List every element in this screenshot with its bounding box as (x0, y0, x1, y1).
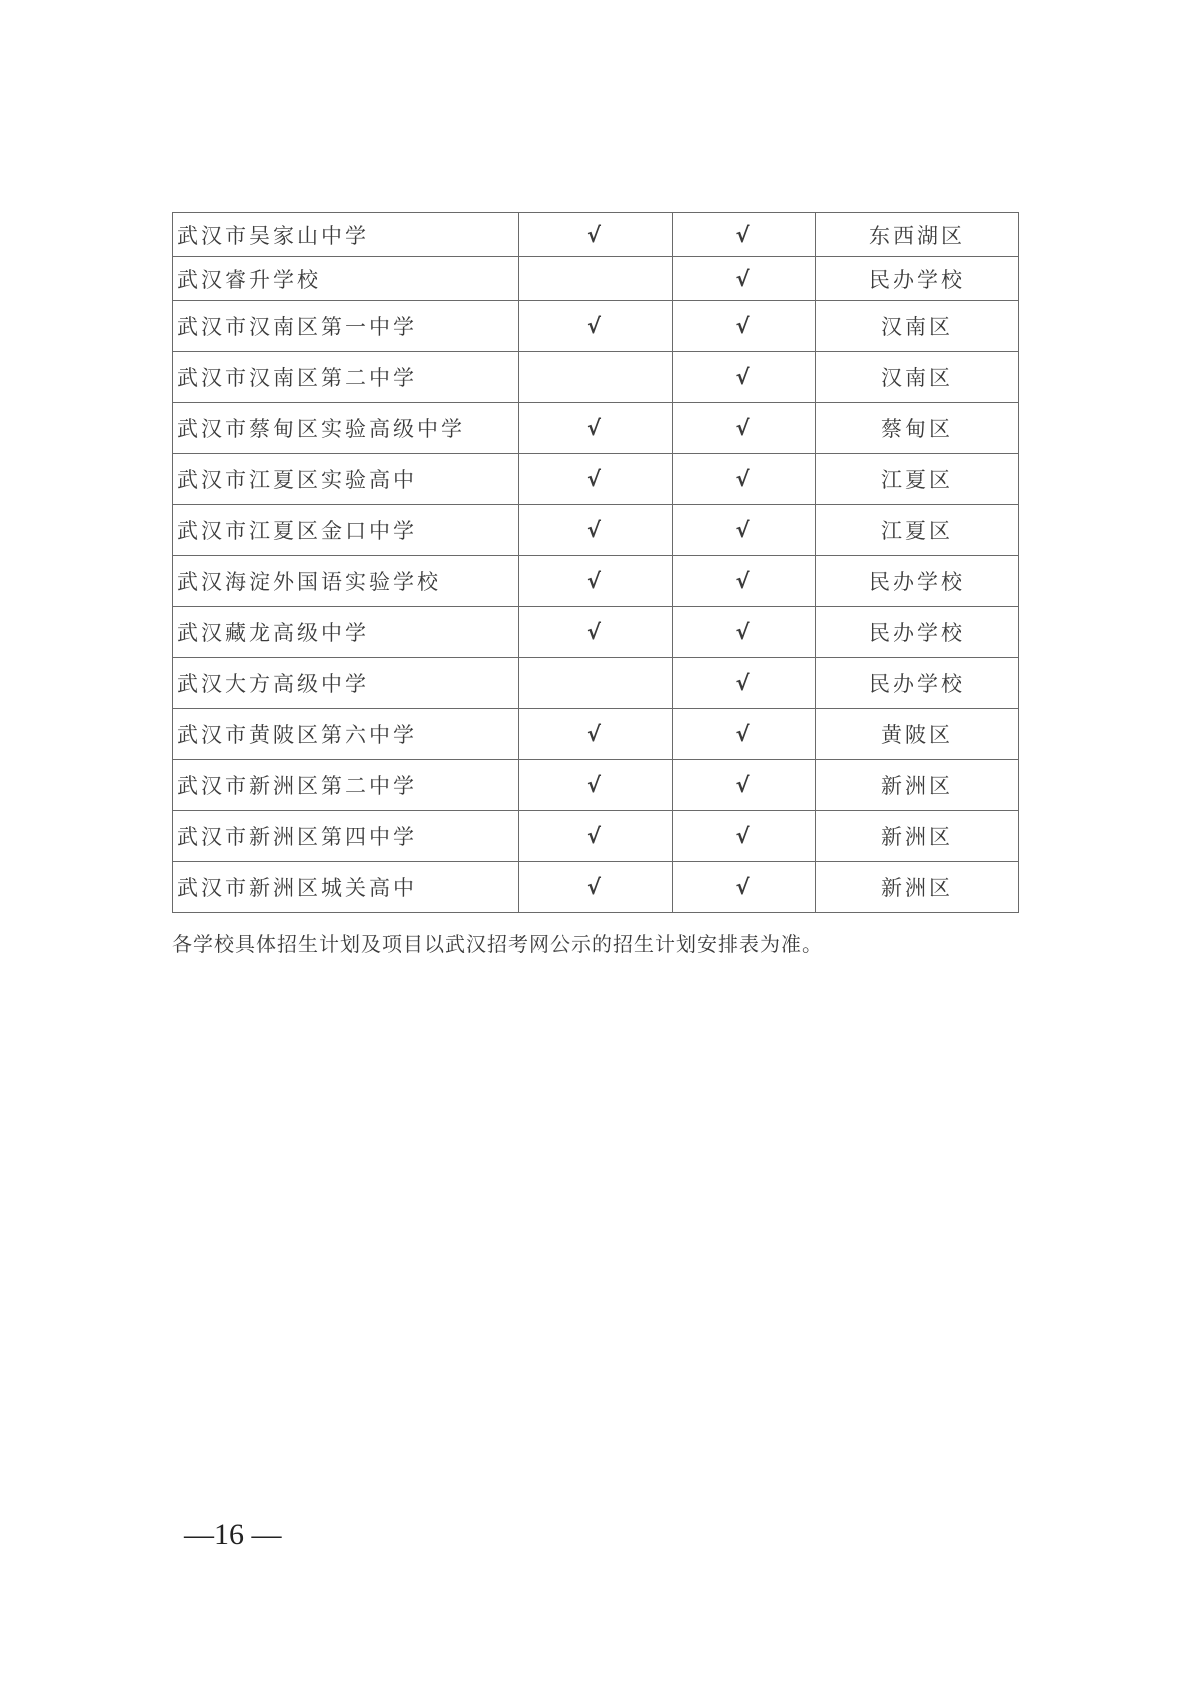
table-row (173, 403, 1019, 454)
table-row (173, 709, 1019, 760)
district-cell: 蔡甸区 (816, 403, 1019, 454)
check-mark-cell: √ (673, 257, 816, 301)
school-name-cell: 武汉市汉南区第一中学 (173, 301, 519, 352)
check-mark-cell: √ (673, 213, 816, 257)
district-cell: 新洲区 (816, 760, 1019, 811)
check-mark-cell: √ (519, 454, 673, 505)
school-name-cell: 武汉市江夏区实验高中 (173, 454, 519, 505)
district-cell: 江夏区 (816, 454, 1019, 505)
school-name-cell: 武汉海淀外国语实验学校 (173, 556, 519, 607)
table-row (173, 213, 1019, 257)
district-cell: 民办学校 (816, 607, 1019, 658)
check-mark-cell (519, 352, 673, 403)
table-row (173, 257, 1019, 301)
district-cell: 新洲区 (816, 862, 1019, 913)
check-mark-cell: √ (673, 658, 816, 709)
district-cell: 东西湖区 (816, 213, 1019, 257)
page-number: —16 — (184, 1518, 282, 1551)
check-mark-cell: √ (519, 213, 673, 257)
district-cell: 汉南区 (816, 301, 1019, 352)
check-mark-cell: √ (519, 760, 673, 811)
check-mark-cell: √ (673, 862, 816, 913)
check-mark-cell: √ (673, 556, 816, 607)
table-row (173, 352, 1019, 403)
check-mark-cell: √ (673, 403, 816, 454)
school-name-cell: 武汉市吴家山中学 (173, 213, 519, 257)
check-mark-cell: √ (519, 811, 673, 862)
table-row (173, 301, 1019, 352)
table-footnote: 各学校具体招生计划及项目以武汉招考网公示的招生计划安排表为准。 (172, 932, 823, 956)
check-mark-cell: √ (673, 352, 816, 403)
check-mark-cell: √ (519, 301, 673, 352)
check-mark-cell: √ (673, 709, 816, 760)
district-cell: 民办学校 (816, 556, 1019, 607)
check-mark-cell: √ (519, 556, 673, 607)
school-name-cell: 武汉睿升学校 (173, 257, 519, 301)
table-row (173, 556, 1019, 607)
check-mark-cell: √ (673, 760, 816, 811)
check-mark-cell: √ (673, 505, 816, 556)
table-row (173, 454, 1019, 505)
check-mark-cell: √ (673, 811, 816, 862)
check-mark-cell: √ (673, 607, 816, 658)
school-name-cell: 武汉市江夏区金口中学 (173, 505, 519, 556)
table-row (173, 862, 1019, 913)
table-row (173, 505, 1019, 556)
check-mark-cell: √ (673, 454, 816, 505)
school-name-cell: 武汉市汉南区第二中学 (173, 352, 519, 403)
school-name-cell: 武汉市新洲区城关高中 (173, 862, 519, 913)
school-name-cell: 武汉大方高级中学 (173, 658, 519, 709)
district-cell: 汉南区 (816, 352, 1019, 403)
school-name-cell: 武汉市蔡甸区实验高级中学 (173, 403, 519, 454)
school-name-cell: 武汉市黄陂区第六中学 (173, 709, 519, 760)
district-cell: 新洲区 (816, 811, 1019, 862)
district-cell: 民办学校 (816, 658, 1019, 709)
check-mark-cell (519, 257, 673, 301)
check-mark-cell: √ (519, 709, 673, 760)
check-mark-cell (519, 658, 673, 709)
check-mark-cell: √ (673, 301, 816, 352)
school-name-cell: 武汉市新洲区第二中学 (173, 760, 519, 811)
school-name-cell: 武汉市新洲区第四中学 (173, 811, 519, 862)
check-mark-cell: √ (519, 862, 673, 913)
school-enrollment-table (172, 212, 1019, 913)
district-cell: 江夏区 (816, 505, 1019, 556)
check-mark-cell: √ (519, 607, 673, 658)
table-row (173, 658, 1019, 709)
check-mark-cell: √ (519, 505, 673, 556)
table-row (173, 811, 1019, 862)
district-cell: 黄陂区 (816, 709, 1019, 760)
check-mark-cell: √ (519, 403, 673, 454)
school-name-cell: 武汉藏龙高级中学 (173, 607, 519, 658)
district-cell: 民办学校 (816, 257, 1019, 301)
table-row (173, 607, 1019, 658)
table-row (173, 760, 1019, 811)
